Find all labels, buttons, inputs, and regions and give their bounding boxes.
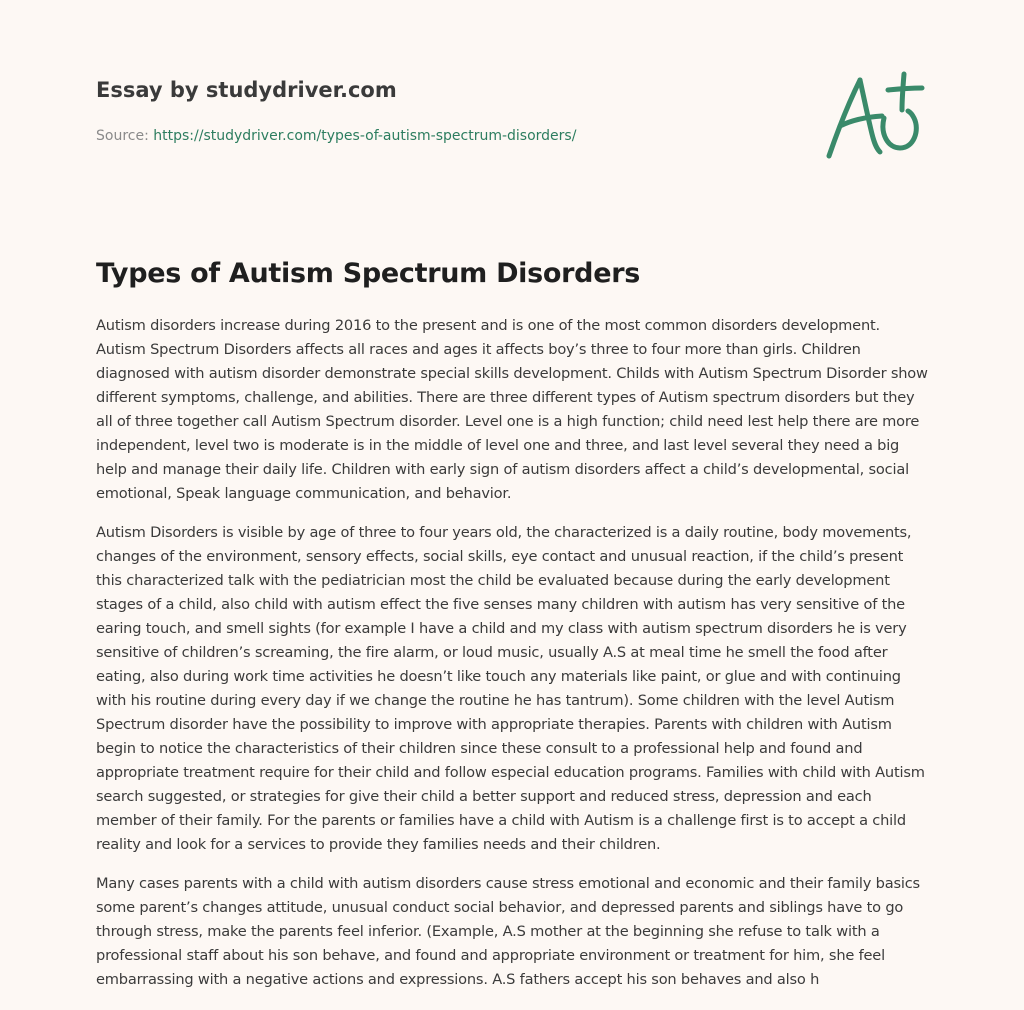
- source-link[interactable]: https://studydriver.com/types-of-autism-spectrum-disorders/: [153, 128, 577, 144]
- source-label: Source:: [96, 128, 149, 144]
- site-title: Essay by studydriver.com: [96, 78, 397, 102]
- essay-paragraph: Autism Disorders is visible by age of three to four years old, the characterized is a daily routine, body movements, changes of the environment, sensory effects, social skills, eye contact and unusual reaction, if the child’s present this characterized talk with the pediatrician most the child be evaluated because during the early development stages of a child, also child with autism effect the five senses many children with autism has very sensitive of the earing touch, and smell sights (for example I have a child and my class with autism spectrum disorders he is very sensitive of children’s screaming, the fire alarm, or loud music, usually A.S at meal time he smell the food after eating, also during work time activities he doesn’t like touch any materials like paint, or glue and with continuing with his routine during every day if we change the routine he has tantrum). Some children with the level Autism Spectrum disorder have the possibility to improve with appropriate therapies. Parents with children with Autism begin to notice the characteristics of their children since these consult to a professional help and found and appropriate treatment require for their child and follow especial education programs. Families with child with Autism search suggested, or strategies for give their child a better support and reduced stress, depression and each member of their family. For the parents or families have a child with Autism is a challenge first is to accept a child reality and look for a services to provide they families needs and their children.: [96, 524, 925, 853]
- essay-paragraph: Many cases parents with a child with autism disorders cause stress emotional and economic and their family basics some parent’s changes attitude, unusual conduct social behavior, and depressed parents and siblings have to go through stress, make the parents feel inferior. (Example, A.S mother at the beginning she refuse to talk with a professional staff about his son behave, and found and appropriate environment or treatment for him, she feel embarrassing with a negative actions and expressions. A.S fathers accept his son behaves and also h: [96, 875, 920, 988]
- essay-paragraph: Autism disorders increase during 2016 to the present and is one of the most common disorders development. Autism Spectrum Disorders affects all races and ages it affects boy’s three to four more than girls. Children diagnosed with autism disorder demonstrate special skills development. Childs with Autism Spectrum Disorder show different symptoms, challenge, and abilities. There are three different types of Autism spectrum disorders but they all of three together call Autism Spectrum disorder. Level one is a high function; child need lest help there are more independent, level two is moderate is in the middle of level one and three, and last level several they need a big help and manage their daily life. Children with early sign of autism disorders affect a child’s developmental, social emotional, Speak language communication, and behavior.: [96, 317, 928, 502]
- source-line: [96, 126, 796, 146]
- essay-header: [96, 76, 796, 146]
- essay-title: Types of Autism Spectrum Disorders: [96, 258, 640, 289]
- essay-body: [96, 314, 932, 1007]
- a-plus-logo-icon: [820, 68, 930, 168]
